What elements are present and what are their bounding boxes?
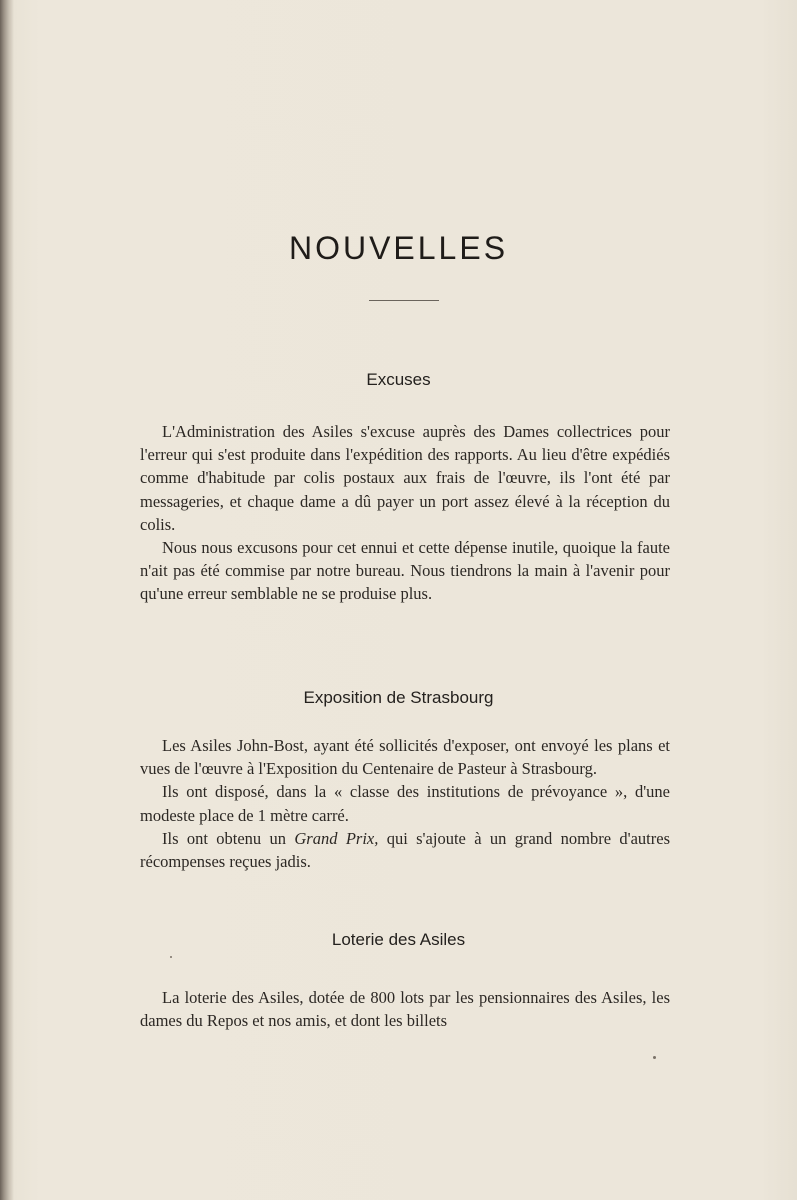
- section-body-exposition: [140, 734, 670, 873]
- section-body-loterie: [140, 986, 670, 1032]
- prize-text-before: Ils ont obtenu un: [162, 828, 295, 848]
- section-heading-exposition: Exposition de Strasbourg: [303, 688, 494, 707]
- section-heading-excuses: Excuses: [366, 370, 431, 389]
- title-rule: [369, 300, 439, 301]
- paragraph: La loterie des Asiles, dotée de 800 lots par les pensionnaires des Asiles, les dames du Repos et nos amis, et dont les billets: [140, 988, 670, 1031]
- prize-text-after: qui s'ajoute à un grand nombre d'autres récompenses reçues jadis.: [140, 828, 670, 872]
- page-title: NOUVELLES: [288, 230, 509, 266]
- paragraph: Les Asiles John-Bost, ayant été sollicités d'exposer, ont envoyé les plans et vues de l'œuvre à l'Exposition du Centenaire de Pasteur à Strasbourg.: [140, 736, 670, 779]
- paper-speck: [170, 956, 172, 958]
- paragraph: Nous nous excusons pour cet ennui et cette dépense inutile, quoique la faute n'ait pas été commise par notre bureau. Nous tiendrons la main à l'avenir pour qu'une erreur semblable ne se produise plus.: [140, 538, 670, 604]
- section-body-excuses: [140, 420, 670, 606]
- section-heading-loterie: Loterie des Asiles: [331, 930, 466, 949]
- paragraph: Ils ont disposé, dans la « classe des institutions de prévoyance », d'une modeste place de 1 mètre carré.: [140, 782, 670, 825]
- prize-emphasis: Grand Prix,: [294, 828, 379, 848]
- binding-edge: [0, 0, 14, 1200]
- paragraph-prize: [140, 827, 670, 873]
- paper-speck: [653, 1056, 656, 1059]
- paragraph: L'Administration des Asiles s'excuse auprès des Dames collectrices pour l'erreur qui s'est produite dans l'expédition des rapports. Au lieu d'être expédiés comme d'habitude par colis postaux aux frais de l'œuvre, ils l'ont été par messageries, et chaque dame a dû payer un port assez élevé à la réception du colis.: [140, 422, 670, 534]
